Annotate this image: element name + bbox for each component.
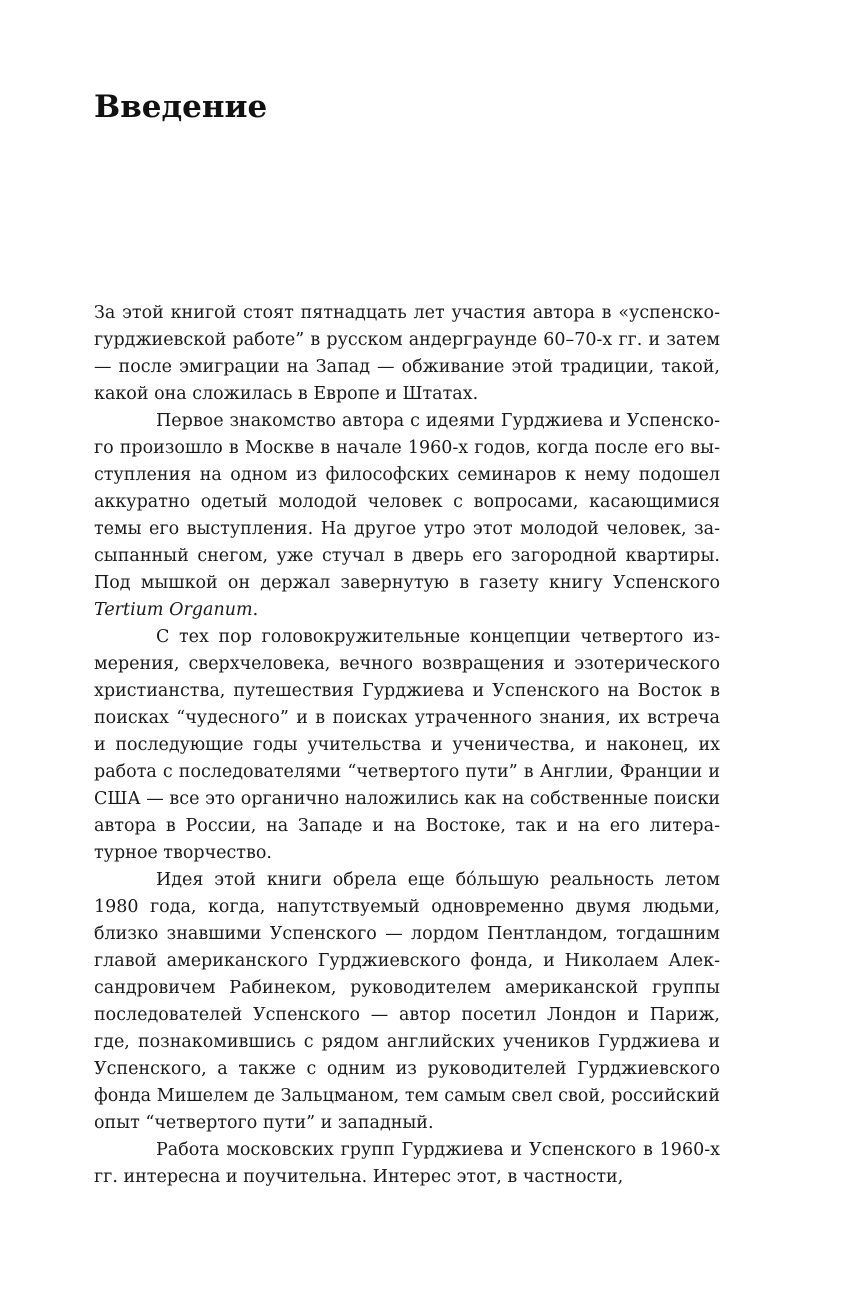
paragraph-2 — [94, 408, 720, 624]
paragraph-4: Идея этой книги обрела еще бóльшую реальность летом 1980 года, когда, напутствуемый одновременно двумя людьми, близко знавшими Успенского — лордом Пентландом, тогдашним главой американского Гурджиевского фонда, и Николаем Александровичем Рабинеком, руководителем американской группы последователей Успенского — автор посетил Лондон и Париж, где, познакомившись с рядом английских учеников Гурджиева и Успенского, а также с одним из руководителей Гурджиевского фонда Мишелем де Зальцманом, тем самым свел свой, российский опыт “четвертого пути” и западный. — [94, 870, 720, 1133]
paragraph-1: За этой книгой стоят пятнадцать лет участия автора в «успенско-гурджиевской работе” в русском андерграунде 60–70-х гг. и затем — после эмиграции на Запад — обживание этой традиции, такой, какой она сложилась в Европе и Штатах. — [94, 303, 720, 404]
body-text — [94, 300, 720, 1191]
book-title-italic: Tertium Organum — [94, 600, 253, 620]
paragraph-2-text: Первое знакомство автора с идеями Гурджиева и Успенского произошло в Москве в начале 1960-х годов, когда после его выступления на одном из философских семинаров к нему подошел аккуратно одетый молодой человек с вопросами, касающимися темы его выступления. На другое утро этот молодой человек, засыпанный снегом, уже стучал в дверь его загородной квартиры. Под мышкой он держал завернутую в газету книгу Успенского — [94, 411, 720, 593]
paragraph-2-end: . — [252, 600, 259, 620]
paragraph-5: Работа московских групп Гурджиева и Успенского в 1960-х гг. интересна и поучительна. Интерес этот, в частности, — [94, 1140, 720, 1187]
paragraph-3: С тех пор головокружительные концепции четвертого измерения, сверхчеловека, вечного возвращения и эзотерического христианства, путешествия Гурджиева и Успенского на Восток в поисках “чудесного” и в поисках утраченного знания, их встреча и последующие годы учительства и ученичества, и наконец, их работа с последователями “четвертого пути” в Англии, Франции и США — все это органично наложились как на собственные поиски автора в России, на Западе и на Востоке, так и на его литературное творчество. — [94, 627, 720, 863]
chapter-title: Введение — [94, 89, 268, 125]
